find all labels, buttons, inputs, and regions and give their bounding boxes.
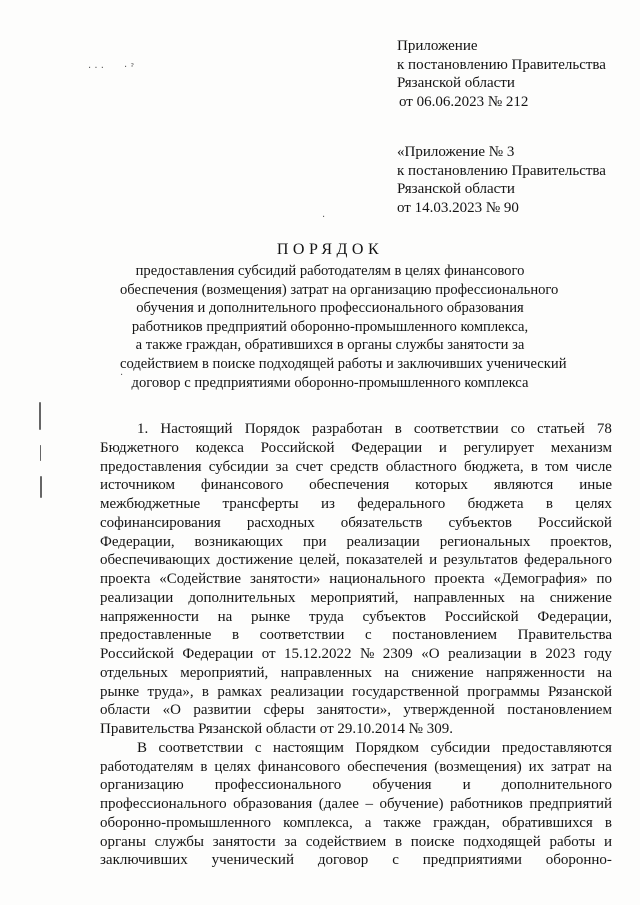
body-word: постановлением <box>392 627 497 644</box>
document-subtitle <box>120 262 567 392</box>
body-word: дополнительных <box>188 589 296 606</box>
body-word: Российской <box>100 646 174 662</box>
body-word: предприятиями <box>422 852 522 869</box>
body-word: постановлением <box>507 702 612 719</box>
body-word: на <box>519 589 535 606</box>
body-word: предоставленные <box>100 627 212 644</box>
body-word: по <box>596 571 612 587</box>
body-line <box>100 514 612 533</box>
body-word: 1. <box>137 421 149 437</box>
body-line <box>100 626 612 645</box>
body-word: Федерации <box>351 439 423 456</box>
body-word: субсидии <box>430 739 491 756</box>
body-word: обучения <box>372 777 432 794</box>
body-word: достижение <box>216 552 293 569</box>
body-word: и <box>462 777 471 794</box>
approval-line: Рязанской области <box>397 181 515 198</box>
body-word: предоставления <box>100 458 202 475</box>
body-word: в <box>394 421 402 437</box>
body-word: оборонно-промышленного <box>100 814 272 831</box>
scan-speck: · · · <box>88 63 104 74</box>
body-word: Порядок <box>244 421 300 437</box>
body-word: а <box>364 814 372 831</box>
subtitle-line: предоставления субсидий работодателям в целях финансового <box>135 263 525 279</box>
body-line <box>100 758 612 777</box>
body-line <box>100 420 612 439</box>
body-word: обязательств <box>340 514 423 531</box>
body-word: «О <box>162 702 181 719</box>
body-word: реализации <box>448 646 522 662</box>
subtitle-line: обеспечения (возмещения) затрат на организацию профессионального <box>120 281 559 298</box>
body-line <box>100 645 612 664</box>
body-line <box>100 739 612 758</box>
body-word: субсидии <box>208 458 269 475</box>
body-word: органы <box>100 833 146 850</box>
body-word: с <box>392 852 399 869</box>
body-word: настоящим <box>273 739 344 756</box>
body-word: федерального <box>357 496 446 512</box>
body-word: 2023 <box>545 646 576 662</box>
body-line <box>100 664 612 683</box>
body-word: утвержденной <box>403 702 495 719</box>
body-word: в <box>529 646 537 662</box>
body-word: на <box>597 664 612 681</box>
body-word: развитии <box>193 702 252 719</box>
body-word: региональных <box>439 533 531 550</box>
body-word: мероприятий, <box>310 589 399 606</box>
body-word: обратившихся <box>502 814 593 831</box>
body-line <box>100 683 612 702</box>
body-word: источником <box>100 477 175 494</box>
body-word: 15.12.2022 <box>284 646 352 662</box>
body-word: поиске <box>410 833 455 850</box>
body-word: результатов <box>443 552 518 569</box>
body-word: затрат <box>551 758 591 775</box>
scan-speck: · <box>120 370 124 381</box>
body-word: труда <box>308 608 344 625</box>
subtitle-line: а также граждан, обратившихся в органы службы занятости за <box>135 337 525 354</box>
body-word: комплекса, <box>283 814 353 831</box>
body-word: бюджета <box>467 496 524 512</box>
body-word: реализации <box>346 533 420 550</box>
body-word: в <box>394 833 403 850</box>
body-word: и <box>429 552 438 569</box>
body-line <box>100 795 612 814</box>
body-line <box>100 608 612 627</box>
body-word: «О <box>421 646 440 662</box>
body-line <box>100 476 612 495</box>
body-word: в <box>530 458 539 475</box>
body-word: году <box>583 646 612 662</box>
body-word: Правительства <box>517 627 612 644</box>
body-word: напряженности <box>486 664 585 681</box>
body-word: образования <box>233 796 313 812</box>
body-word: федерального <box>524 552 612 569</box>
body-word: с <box>365 627 372 644</box>
body-word: Российской <box>444 608 519 625</box>
body-line <box>100 533 612 552</box>
approval-line: к постановлению Правительства <box>397 56 606 73</box>
body-word: напряженности <box>100 608 199 625</box>
approval-line: Приложение <box>397 38 478 54</box>
subtitle-line: работников предприятий оборонно-промышленного комплекса, <box>131 318 529 335</box>
body-word: Российской <box>538 514 612 531</box>
body-word: целей, <box>299 552 340 569</box>
body-word: национального <box>329 571 426 587</box>
body-word: бюджета, <box>463 458 524 475</box>
body-word: В <box>137 739 148 756</box>
body-word: службы <box>154 833 204 850</box>
body-word: рынке <box>100 683 140 700</box>
body-line <box>100 776 612 795</box>
body-word: показателей <box>346 552 423 569</box>
body-word: Федерации <box>182 646 254 662</box>
body-word: программы <box>467 683 540 700</box>
body-word: – <box>365 796 373 812</box>
body-word: оборонно- <box>545 852 612 869</box>
body-word: сферы <box>263 702 305 719</box>
body-word: проекта <box>100 571 151 587</box>
body-word: обеспечивающих <box>100 552 211 569</box>
body-word: содействием <box>305 833 387 850</box>
body-word: занятости <box>212 833 276 850</box>
body-word: с <box>254 739 262 756</box>
body-word: соответствии <box>259 627 345 644</box>
body-word: целях <box>575 496 612 512</box>
body-word: механизм <box>550 439 612 456</box>
body-word: предприятий <box>529 796 612 812</box>
approval-line: к постановлению Правительства <box>397 162 606 179</box>
body-word: иные <box>579 477 612 494</box>
body-word: снижение <box>411 664 474 681</box>
body-word: граждан, <box>433 814 490 831</box>
body-word: направленных <box>413 589 505 606</box>
body-word: в <box>604 814 612 831</box>
subtitle-line: договор с предприятиями оборонно-промышленного комплекса <box>131 374 529 391</box>
body-word: на <box>217 608 233 625</box>
body-word: профессионального <box>100 796 227 812</box>
body-word: которых <box>415 477 468 494</box>
body-word: на <box>597 758 612 775</box>
body-word: заключивших <box>100 852 188 869</box>
body-word: реализации <box>100 589 174 606</box>
body-line <box>100 589 612 608</box>
body-word: финансового <box>257 758 341 775</box>
body-word: межбюджетные <box>100 496 201 512</box>
body-word: труда», <box>147 683 194 700</box>
body-word: работников <box>449 796 523 812</box>
body-word: кодекса <box>195 439 244 456</box>
body-word: областного <box>385 458 457 475</box>
body-word: профессионального <box>214 777 342 794</box>
body-word: проектов, <box>550 533 612 550</box>
body-word: при <box>302 533 327 550</box>
body-word: и <box>603 833 612 850</box>
scan-mark <box>40 476 42 498</box>
approval-block-previous <box>397 143 633 217</box>
body-word: также <box>383 814 422 831</box>
body-word: в <box>231 627 240 644</box>
body-word: соответствии <box>413 421 499 437</box>
body-word: из <box>321 496 335 512</box>
body-line <box>100 458 612 477</box>
body-word: соответствии <box>158 739 244 756</box>
body-word: за <box>284 833 297 850</box>
body-line <box>100 551 612 570</box>
body-word: расходных <box>246 514 315 531</box>
body-line <box>100 833 612 852</box>
approval-line: Рязанской области <box>397 75 515 92</box>
body-word: финансового <box>200 477 284 494</box>
body-word: обеспечения <box>347 758 428 775</box>
body-word: государственной <box>352 683 459 700</box>
body-line <box>100 570 612 589</box>
body-word: № <box>360 646 375 662</box>
body-word: за <box>275 458 289 475</box>
body-line <box>100 814 612 833</box>
body-word: Рязанской <box>548 683 612 700</box>
body-word: разработан <box>311 421 383 437</box>
body-word: целях <box>214 758 251 775</box>
body-word: 2309 <box>382 646 413 662</box>
body-word: области <box>100 702 151 719</box>
body-word: и <box>438 439 447 456</box>
body-word: регулирует <box>463 439 535 456</box>
body-word: рамках <box>217 683 263 700</box>
body-word: занятости», <box>316 702 391 719</box>
body-word: отдельных <box>100 664 168 681</box>
body-word: Федерации, <box>537 608 612 625</box>
body-line <box>100 701 612 720</box>
body-word: организацию <box>100 777 184 794</box>
body-word: субъектов <box>362 608 427 625</box>
approval-date-line: от 14.03.2023 № 90 <box>397 199 519 216</box>
body-word: возникающих <box>194 533 284 550</box>
body-word: том <box>545 458 569 475</box>
body-word: занятости» <box>249 571 321 587</box>
document-title: ПОРЯДОК <box>276 241 384 258</box>
body-word: снижение <box>549 589 612 606</box>
body-word: 78 <box>596 421 612 437</box>
body-word: от <box>261 646 276 662</box>
body-word: подходящей <box>463 833 541 850</box>
body-line <box>100 495 612 514</box>
body-word: реализации <box>270 683 344 700</box>
body-line: Правительства Рязанской области от 29.10.2014 № 309. <box>100 721 453 737</box>
body-word: Порядком <box>355 739 420 756</box>
scan-speck: · <box>322 212 326 223</box>
approval-block-current <box>397 37 633 111</box>
body-word: их <box>528 758 545 775</box>
approval-line: «Приложение № 3 <box>397 144 515 160</box>
body-word: предоставляются <box>501 739 612 756</box>
body-word: Российской <box>260 439 335 456</box>
body-word: счет <box>295 458 323 475</box>
body-word: мероприятий, <box>180 664 269 681</box>
body-word: статьей <box>537 421 585 437</box>
body-word: со <box>510 421 525 437</box>
body-word: субъектов <box>448 514 512 531</box>
body-word: являются <box>493 477 554 494</box>
body-word: договор <box>317 852 369 869</box>
body-word: в <box>200 758 208 775</box>
body-word: ученический <box>211 852 294 869</box>
body-word: работы <box>549 833 596 850</box>
body-word: трансферты <box>222 496 299 512</box>
scan-mark <box>39 402 41 430</box>
document-body <box>100 420 612 870</box>
body-word: «Демография» <box>493 571 588 587</box>
body-line <box>100 439 612 458</box>
body-word: Бюджетного <box>100 439 179 456</box>
body-word: проекта <box>434 571 485 587</box>
subtitle-line: содействием в поиске подходящей работы и заключивших ученический <box>120 355 567 372</box>
body-word: работодателям <box>100 758 194 775</box>
body-word: Федерации, <box>100 533 175 550</box>
body-word: в <box>201 683 210 700</box>
body-word: обеспечения <box>309 477 390 494</box>
body-word: дополнительного <box>501 777 612 794</box>
body-word: средств <box>330 458 379 475</box>
body-word: числе <box>575 458 612 475</box>
body-word: направленных <box>280 664 372 681</box>
body-word: Настоящий <box>160 421 233 437</box>
body-word: в <box>545 496 553 512</box>
body-word: (далее <box>318 796 359 812</box>
body-word: (возмещения) <box>434 758 522 775</box>
body-word: обучение) <box>379 796 444 812</box>
body-word: рынке <box>251 608 291 625</box>
scan-mark <box>40 445 41 461</box>
body-line <box>100 851 612 870</box>
scan-speck: · ˀ <box>124 62 135 73</box>
approval-date-line: от 06.06.2023 № 212 <box>399 93 529 110</box>
body-word: софинансирования <box>100 514 221 531</box>
subtitle-line: обучения и дополнительного профессионального образования <box>136 300 524 317</box>
body-word: «Содействие <box>159 571 242 587</box>
body-word: на <box>384 664 400 681</box>
